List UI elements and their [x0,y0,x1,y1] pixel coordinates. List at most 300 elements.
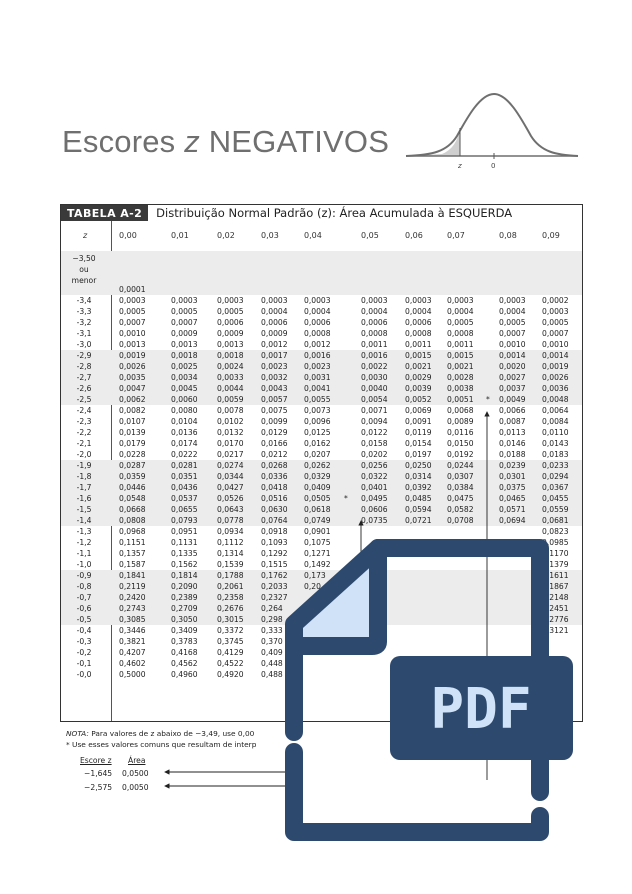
cell-value: 0,0001 [119,285,146,294]
pdf-label-text: PDF [430,677,532,742]
table-row [61,394,582,405]
cell-value: 0,0329 [304,472,331,481]
cell-value: 0,0125 [304,428,331,437]
cell-value: 0,0084 [542,417,569,426]
cell-value: 0,0038 [447,384,474,393]
cell-value: 0,0268 [261,461,288,470]
row-z-value: -2,8 [76,362,92,371]
cell-value: 0,0409 [304,483,331,492]
cell-value: 0,0051 [447,395,474,404]
row-z-value: -0,3 [76,637,92,646]
cell-value: 0,0344 [217,472,244,481]
cell-value: 0,0158 [361,439,388,448]
cell-value: 0,20 [304,582,321,591]
cell-value: 0,0006 [304,318,331,327]
cell-value: 0,0010 [499,340,526,349]
cell-value: 0,0136 [171,428,198,437]
cell-value: 0,3372 [217,626,244,635]
cell-value: 0,1112 [217,538,244,547]
cell-value: 0,0384 [447,483,474,492]
row-z-value: -2,4 [76,406,92,415]
cell-value: 0,0094 [361,417,388,426]
row-z-value: -1,6 [76,494,92,503]
cell-value: 0,1788 [217,571,244,580]
cell-value: 0,0045 [171,384,198,393]
table-label: TABELA A-2 [61,205,148,221]
pdf-folded-corner [294,548,378,646]
cell-value: 0,0019 [542,362,569,371]
header-col: 0,07 [447,231,465,240]
cell-value: 0,0455 [542,494,569,503]
cell-value: 0,0007 [542,329,569,338]
header-col: 0,04 [304,231,322,240]
cell-value: 0,0003 [119,296,146,305]
cell-value: 0,0110 [542,428,569,437]
cell-value: 0,0668 [119,505,146,514]
cell-value: 0,3783 [171,637,198,646]
cell-value: 0,0143 [542,439,569,448]
cell-value: 0,0154 [405,439,432,448]
note-1 [66,728,256,739]
cell-value: 0,0047 [119,384,146,393]
cell-value: 0,0314 [405,472,432,481]
cell-value: 0,0351 [171,472,198,481]
cell-value: 0,0003 [542,307,569,316]
cell-value: 0,0475 [447,494,474,503]
cell-value: 0,1170 [542,549,569,558]
table-row [61,328,582,339]
cell-value: 0,0934 [217,527,244,536]
cell-value: 0,0003 [447,296,474,305]
cell-value: 0,0113 [499,428,526,437]
cell-value: 0,0039 [405,384,432,393]
cell-value: 0,1562 [171,560,198,569]
cell-value: 0,2119 [119,582,146,591]
row-z-value: -2,5 [76,395,92,404]
row-z-value: -2,1 [76,439,92,448]
table-row [61,515,582,526]
cell-value: 0,0003 [217,296,244,305]
cell-value: 0,0233 [542,461,569,470]
cell-value: 0,2709 [171,604,198,613]
table-row [61,383,582,394]
cell-value: 0,1131 [171,538,198,547]
cell-value: 0,0014 [499,351,526,360]
cell-value: 0,0078 [217,406,244,415]
cell-value: 0,0749 [304,516,331,525]
cell-value: 0,1611 [542,571,569,580]
cell-value: 0,0015 [405,351,432,360]
cell-value: 0,0537 [171,494,198,503]
cell-value: 0,0582 [447,505,474,514]
cell-value: 0,0004 [361,307,388,316]
row-z-value: -0,2 [76,648,92,657]
normal-curve-graphic [402,88,582,173]
table-row [61,504,582,515]
interpolation-star: * [344,494,348,503]
cell-value: 0,0104 [171,417,198,426]
cell-value: 0,2451 [542,604,569,613]
cell-value: 0,0016 [304,351,331,360]
cell-value: 0,0082 [119,406,146,415]
cell-value: 0,0020 [499,362,526,371]
cell-value: 0,0004 [261,307,288,316]
cell-value: 0,0188 [499,450,526,459]
row-z-value: -0,4 [76,626,92,635]
common-row-2-z: −2,575 [84,783,113,792]
table-row [61,416,582,427]
row-z-value: -3,3 [76,307,92,316]
cell-value: 0,0122 [361,428,388,437]
cell-value: 0,2327 [261,593,288,602]
cell-value: 0,0024 [217,362,244,371]
row-z-value: -0,1 [76,659,92,668]
row-z-value: -2,0 [76,450,92,459]
cell-value: 0,4960 [171,670,198,679]
cell-value: 0,4168 [171,648,198,657]
cell-value: 0,0968 [119,527,146,536]
cell-value: 0,0367 [542,483,569,492]
row-z-value: -0,8 [76,582,92,591]
cell-value: 0,3821 [119,637,146,646]
cell-value: 0,2358 [217,593,244,602]
cell-value: 0,0708 [447,516,474,525]
cell-value: 0,3015 [217,615,244,624]
header-col: 0,02 [217,231,235,240]
cell-value: 0,264 [261,604,283,613]
cell-value: 0,0359 [119,472,146,481]
cell-value: 0,0013 [217,340,244,349]
cell-value: 0,0322 [361,472,388,481]
row-z-value: -3,2 [76,318,92,327]
cell-value: 0,0016 [361,351,388,360]
cell-value: 0,3745 [217,637,244,646]
cell-value: 0,1093 [261,538,288,547]
cell-value: 0,4920 [217,670,244,679]
cell-value: 0,1762 [261,571,288,580]
cell-value: 0,0003 [261,296,288,305]
cell-value: 0,0027 [499,373,526,382]
common-header-z: Escore z [80,756,112,765]
cell-value: 0,0007 [119,318,146,327]
table-row [61,295,582,306]
cell-value: 0,0010 [542,340,569,349]
cell-value: 0,0192 [447,450,474,459]
cell-value: 0,0129 [261,428,288,437]
cell-value: 0,0526 [217,494,244,503]
cell-value: 0,5000 [119,670,146,679]
cell-value: 0,0002 [542,296,569,305]
cell-value: 0,0643 [217,505,244,514]
cell-value: 0,1587 [119,560,146,569]
cell-value: 0,0004 [405,307,432,316]
common-row-1-area: 0,0500 [122,769,149,778]
cell-value: 0,1867 [542,582,569,591]
cell-value: 0,0026 [119,362,146,371]
cell-value: 0,1314 [217,549,244,558]
cell-value: 0,0262 [304,461,331,470]
cell-value: 0,0007 [499,329,526,338]
cell-value: 0,0170 [217,439,244,448]
row-z-value: -2,3 [76,417,92,426]
row-z-value: -1,2 [76,538,92,547]
common-row-1-z: −1,645 [84,769,113,778]
cell-value: 0,0013 [171,340,198,349]
cell-value: 0,0239 [499,461,526,470]
title-prefix: Escores [62,124,185,159]
cell-value: 0,0006 [361,318,388,327]
table-row [61,361,582,372]
cell-value: 0,0985 [542,538,569,547]
cell-value: 0,0301 [499,472,526,481]
cell-value: 0,0010 [119,329,146,338]
cell-value: 0,0052 [405,395,432,404]
row-z-value: -1,4 [76,516,92,525]
cell-value: 0,1379 [542,560,569,569]
cell-value: 0,0250 [405,461,432,470]
cell-value: 0,0066 [499,406,526,415]
row-z-value: -2,9 [76,351,92,360]
pdf-file-icon [258,532,588,862]
cell-value: 0,0495 [361,494,388,503]
cell-value: 0,0150 [447,439,474,448]
cell-value: 0,0004 [499,307,526,316]
cell-value: 0,1292 [261,549,288,558]
cell-value: 0,0008 [361,329,388,338]
cell-value: 0,0005 [217,307,244,316]
row-z-value: -1,5 [76,505,92,514]
notes-block [66,728,256,750]
cell-value: 0,0005 [499,318,526,327]
cell-value: 0,0606 [361,505,388,514]
cell-value: 0,0008 [447,329,474,338]
cell-value: 0,0003 [405,296,432,305]
cell-value: 0,0655 [171,505,198,514]
cell-value: 0,0018 [217,351,244,360]
cell-value: 0,4207 [119,648,146,657]
cell-value: 0,0034 [171,373,198,382]
cell-value: 0,0446 [119,483,146,492]
cell-value: 0,3409 [171,626,198,635]
cell-value: 0,1492 [304,560,331,569]
cell-value: 0,0013 [119,340,146,349]
cell-value: 0,0064 [542,406,569,415]
row-z-value: -1,3 [76,527,92,536]
cell-value: 0,0222 [171,450,198,459]
cell-value: 0,0418 [261,483,288,492]
cell-value: 0,4602 [119,659,146,668]
row-z-value: -0,5 [76,615,92,624]
cell-value: 0,2148 [542,593,569,602]
cell-value: 0,0119 [405,428,432,437]
cell-value: 0,1151 [119,538,146,547]
row-z-value: −3,50 [72,254,96,263]
cell-value: 0,4129 [217,648,244,657]
cell-value: 0,0073 [304,406,331,415]
cell-value: 0,173 [304,571,326,580]
cell-value: 0,0089 [447,417,474,426]
cell-value: 0,0008 [405,329,432,338]
row-z-value: -3,0 [76,340,92,349]
cell-value: 0,0071 [361,406,388,415]
cell-value: 0,4522 [217,659,244,668]
cell-value: 0,0008 [304,329,331,338]
cell-value: 0,0003 [304,296,331,305]
cell-value: 0,0401 [361,483,388,492]
cell-value: 0,0274 [217,461,244,470]
cell-value: 0,0951 [171,527,198,536]
cell-value: 0,0571 [499,505,526,514]
title-z: z [184,124,200,159]
common-header-area: Área [128,756,146,765]
cell-value: 0,0019 [119,351,146,360]
cell-value: 0,1515 [261,560,288,569]
pdf-bottom-edge [294,752,540,832]
cell-value: 0,409 [261,648,283,657]
cell-value: 0,0465 [499,494,526,503]
cell-value: 0,0060 [171,395,198,404]
header-z: z [83,231,88,240]
cell-value: 0,0006 [217,318,244,327]
cell-value: 0,0025 [171,362,198,371]
cell-value: 0,0022 [361,362,388,371]
row-z-value: -2,7 [76,373,92,382]
cell-value: 0,0139 [119,428,146,437]
note-1-label: NOTA: [66,729,89,738]
cell-value: 0,1357 [119,549,146,558]
cell-value: 0,0021 [447,362,474,371]
row-z-value: -0,9 [76,571,92,580]
cell-value: 0,2776 [542,615,569,624]
row-z-value: -1,0 [76,560,92,569]
cell-value: 0,0007 [171,318,198,327]
cell-value: 0,298 [261,615,283,624]
row-z-value: -2,2 [76,428,92,437]
z-label: z [458,162,462,170]
table-row [61,471,582,482]
cell-value: 0,0102 [217,417,244,426]
table-row [61,493,582,504]
row-z-value: ou [79,265,89,274]
cell-value: 0,0012 [304,340,331,349]
cell-value: 0,0005 [171,307,198,316]
cell-value: 0,0017 [261,351,288,360]
cell-value: 0,0032 [261,373,288,382]
header-col: 0,08 [499,231,517,240]
row-z-value: -1,7 [76,483,92,492]
cell-value: 0,0107 [119,417,146,426]
cell-value: 0,0793 [171,516,198,525]
cell-value: 0,0212 [261,450,288,459]
cell-value: 0,0040 [361,384,388,393]
cell-value: 0,0202 [361,450,388,459]
cell-value: 0,0244 [447,461,474,470]
cell-value: 0,0099 [261,417,288,426]
cell-value: 0,0823 [542,527,569,536]
cell-value: 0,333 [261,626,283,635]
cell-value: 0,1539 [217,560,244,569]
cell-value: 0,0228 [119,450,146,459]
header-col: 0,00 [119,231,137,240]
title-suffix: NEGATIVOS [199,124,390,159]
table-row [61,317,582,328]
cell-value: 0,0037 [499,384,526,393]
row-z-value: -3,4 [76,296,92,305]
cell-value: 0,0012 [261,340,288,349]
cell-value: 0,0015 [447,351,474,360]
row-z-value: -3,1 [76,329,92,338]
cell-value: 0,0043 [261,384,288,393]
cell-value: 0,0336 [261,472,288,481]
cell-value: 0,0009 [261,329,288,338]
cell-value: 0,0028 [447,373,474,382]
cell-value: 0,0003 [499,296,526,305]
cell-value: 0,0023 [261,362,288,371]
cell-value: 0,0011 [361,340,388,349]
cell-value: 0,0018 [171,351,198,360]
row-z-value: -2,6 [76,384,92,393]
row-z-value: -1,8 [76,472,92,481]
cell-value: 0,0132 [217,428,244,437]
cell-value: 0,0681 [542,516,569,525]
cell-value: 0,0006 [405,318,432,327]
cell-value: 0,3446 [119,626,146,635]
cell-value: 0,1075 [304,538,331,547]
cell-value: 0,0375 [499,483,526,492]
note-2: * Use esses valores comuns que resultam de interp [66,740,257,749]
table-row [61,251,582,295]
cell-value: 0,0091 [405,417,432,426]
cell-value: 0,0005 [542,318,569,327]
cell-value: 0,0030 [361,373,388,382]
table-row [61,482,582,493]
cell-value: 0,0559 [542,505,569,514]
cell-value: 0,0031 [304,373,331,382]
cell-value: 0,0036 [542,384,569,393]
table-row [61,372,582,383]
cell-value: 0,4562 [171,659,198,668]
cell-value: 0,0048 [542,395,569,404]
table-row [61,438,582,449]
cell-value: 0,0005 [447,318,474,327]
cell-value: 0,2090 [171,582,198,591]
cell-value: 0,0197 [405,450,432,459]
cell-value: 0,0146 [499,439,526,448]
cell-value: 0,0287 [119,461,146,470]
cell-value: 0,0087 [499,417,526,426]
cell-value: 0,2061 [217,582,244,591]
page-title [62,124,389,160]
cell-value: 0,2676 [217,604,244,613]
cell-value: 0,0630 [261,505,288,514]
cell-value: 0,488 [261,670,283,679]
cell-value: 0,0694 [499,516,526,525]
cell-value: 0,2743 [119,604,146,613]
row-z-value: -0,7 [76,593,92,602]
cell-value: 0,0014 [542,351,569,360]
header-col: 0,03 [261,231,279,240]
cell-value: 0,1335 [171,549,198,558]
table-row [61,449,582,460]
table-row [61,306,582,317]
cell-value: 0,0778 [217,516,244,525]
zero-label: 0 [491,162,496,170]
row-z-value: -0,0 [76,670,92,679]
cell-value: 0,0021 [405,362,432,371]
cell-value: 0,0618 [304,505,331,514]
cell-value: 0,2420 [119,593,146,602]
cell-value: 0,0307 [447,472,474,481]
